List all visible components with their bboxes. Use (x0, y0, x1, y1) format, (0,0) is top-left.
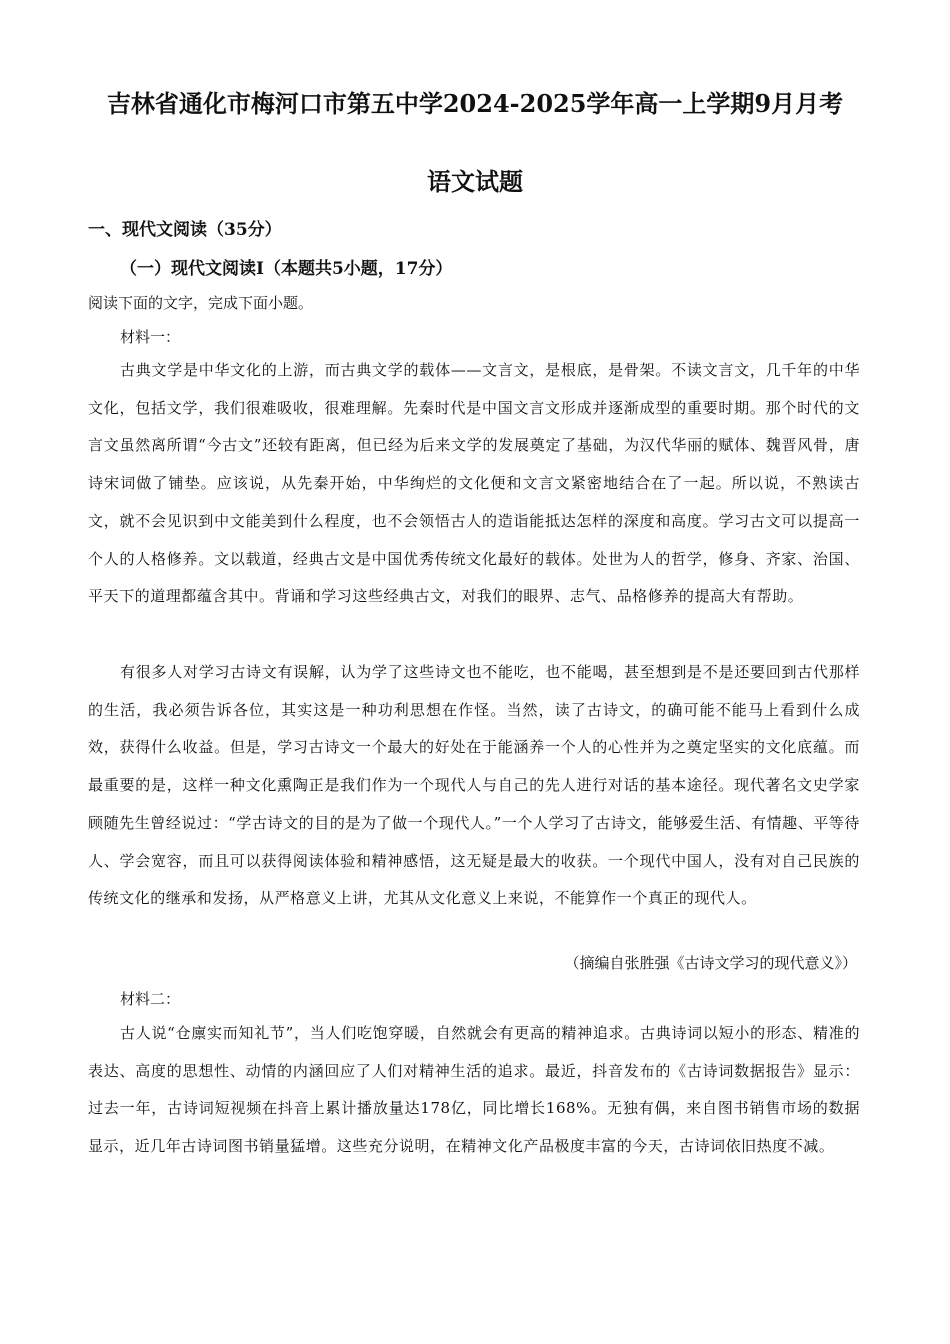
material-one-paragraph: 古典文学是中华文化的上游，而古典文学的载体——文言文，是根底，是骨架。不读文言文，几千年的中华文化，包括文学，我们很难吸收，很难理解。先秦时代是中国文言文形成并逐渐成型的重要时期。那个时代的文言文虽然离所谓“今古文”还较有距离，但已经为后来文学的发展奠定了基础，为汉代华丽的赋体、魏晋风骨，唐诗宋词做了铺垫。应该说，从先秦开始，中华绚烂的文化便和文言文紧密地结合在了一起。所以说，不熟读古文，就不会见识到中文能美到什么程度，也不会领悟古人的造诣能抵达怎样的深度和高度。学习古文可以提高一个人的人格修养。文以载道，经典古文是中国优秀传统文化最好的载体。处世为人的哲学，修身、齐家、治国、平天下的道理都蕴含其中。背诵和学习这些经典古文，对我们的眼界、志气、品格修养的提高大有帮助。 (88, 361, 860, 606)
exam-subject-title: 语文试题 (427, 167, 523, 196)
reading-instruction: 阅读下面的文字，完成下面小题。 (88, 294, 314, 312)
material-one-source: （摘编自张胜强《古诗文学习的现代意义》） (564, 954, 857, 972)
material-two-paragraph: 古人说“仓廪实而知礼节”，当人们吃饱穿暖，自然就会有更高的精神追求。古典诗词以短小的形态、精准的表达、高度的思想性、动情的内涵回应了人们对精神生活的追求。最近，抖音发布的《古诗词数据报告》显示：过去一年，古诗词短视频在抖音上累计播放量达178亿，同比增长168%。无独有偶，来自图书销售市场的数据显示，近几年古诗词图书销量猛增。这些充分说明，在精神文化产品极度丰富的今天，古诗词依旧热度不减。 (88, 1024, 860, 1156)
exam-title: 吉林省通化市梅河口市第五中学2024-2025学年高一上学期9月月考 (106, 89, 844, 118)
section-heading: 一、现代文阅读（35分） (88, 220, 282, 240)
material-one-paragraph: 有很多人对学习古诗文有误解，认为学了这些诗文也不能吃，也不能喝，甚至想到是不是还要回到古代那样的生活，我必须告诉各位，其实这是一种功利思想在作怪。当然，读了古诗文，的确可能不能马上看到什么成效，获得什么收益。但是，学习古诗文一个最大的好处在于能涵养一个人的心性并为之奠定坚实的文化底蕴。而最重要的是，这样一种文化熏陶正是我们作为一个现代人与自己的先人进行对话的基本途径。现代著名文史学家顾随先生曾经说过：“学古诗文的目的是为了做一个现代人。”一个人学习了古诗文，能够爱生活、有情趣、平等待人、学会宽容，而且可以获得阅读体验和精神感悟，这无疑是最大的收获。一个现代中国人，没有对自己民族的传统文化的继承和发扬，从严格意义上讲，尤其从文化意义上来说，不能算作一个真正的现代人。 (88, 663, 860, 908)
material-two-label: 材料二： (120, 990, 181, 1008)
material-one-label: 材料一： (120, 328, 181, 346)
sub-section-heading: （一）现代文阅读Ⅰ（本题共5小题，17分） (120, 259, 453, 279)
